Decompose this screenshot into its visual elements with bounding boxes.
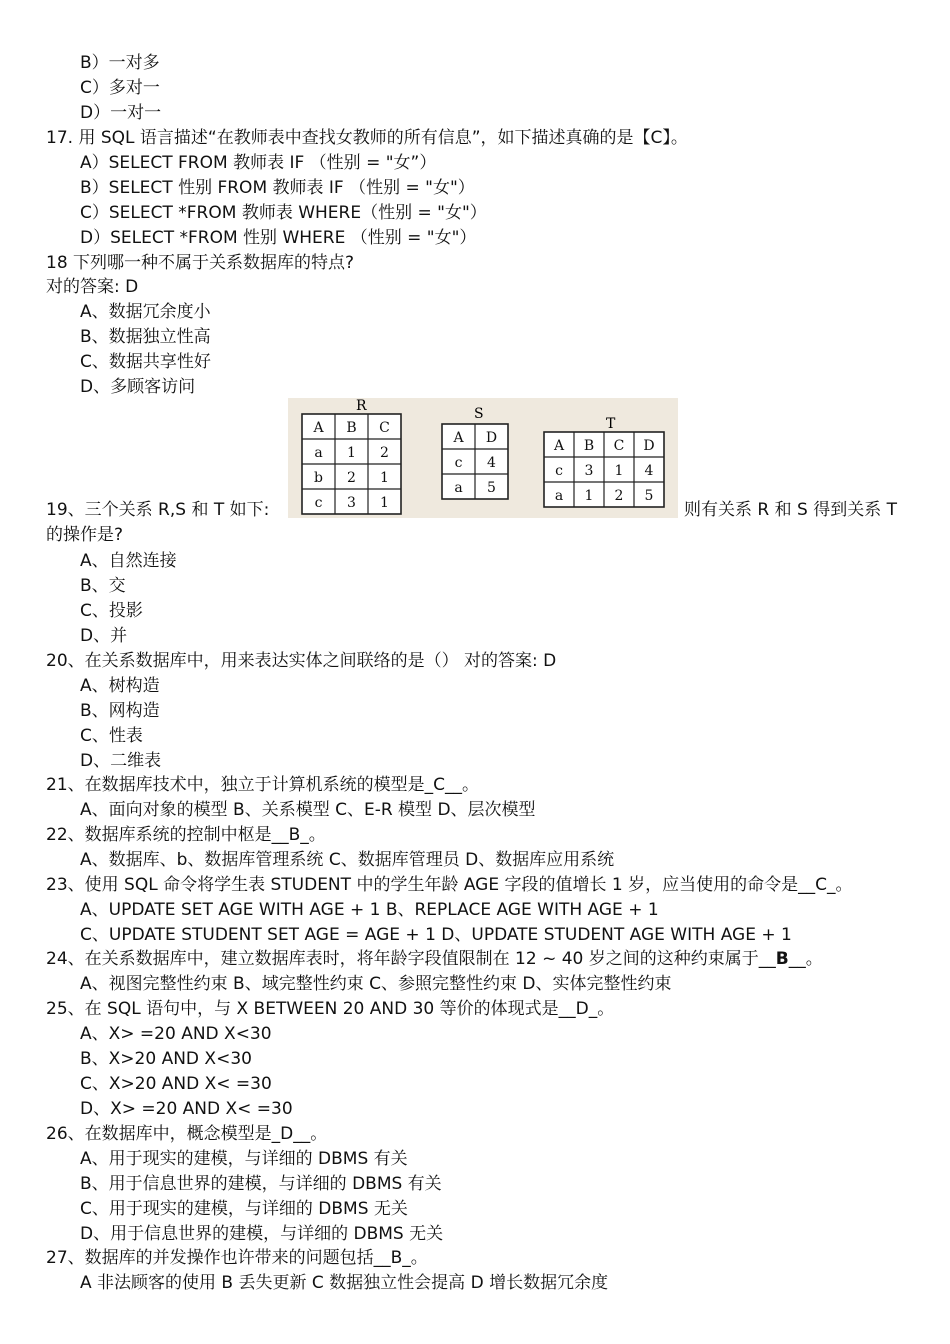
q19-text-after: 则有关系 R 和 S 得到关系 T [684, 500, 898, 520]
text-line: 23、使用 SQL 命令将学生表 STUDENT 中的学生年龄 AGE 字段的值增长 1 岁，应当使用的命令是__C_。 [46, 875, 853, 895]
table-t-name: T [606, 416, 616, 432]
table-cell: 2 [380, 445, 389, 461]
text-line: D、用于信息世界的建模，与详细的 DBMS 无关 [80, 1224, 444, 1244]
text-line: D、X> =20 AND X< =30 [80, 1099, 293, 1119]
table-header-cell: D [643, 438, 655, 454]
text-line: A、自然连接 [80, 551, 177, 571]
text-line: A、数据冗余度小 [80, 302, 211, 322]
table-t [544, 432, 664, 507]
table-cell: 2 [347, 470, 356, 486]
table-r [302, 414, 401, 514]
table-header-cell: B [346, 420, 357, 436]
table-cell: 2 [614, 488, 624, 504]
table-header-cell: D [485, 430, 498, 446]
table-cell: a [454, 480, 463, 496]
q24-suffix: __。 [788, 949, 823, 969]
text-line: 26、在数据库中，概念模型是_D__。 [46, 1124, 328, 1144]
table-header-cell: C [613, 438, 625, 454]
text-line: D、二维表 [80, 751, 162, 771]
text-line: B）一对多 [80, 53, 160, 73]
text-line: A 非法顾客的使用 B 丢失更新 C 数据独立性会提高 D 增长数据冗余度 [80, 1273, 609, 1293]
table-cell: 1 [380, 470, 389, 486]
table-cell: c [555, 463, 563, 479]
q24-answer: B [775, 949, 789, 969]
text-line: B、用于信息世界的建模，与详细的 DBMS 有关 [80, 1174, 442, 1194]
text-line: C、UPDATE STUDENT SET AGE = AGE + 1 D、UPDATE STUDENT AGE WITH AGE + 1 [80, 925, 792, 945]
q24-prefix: 24、在关系数据库中，建立数据库表时，将年龄字段值限制在 12 ~ 40 岁之间的这种约束属于__ [46, 949, 776, 969]
table-cell: 1 [380, 495, 389, 511]
text-line: 对的答案: D [46, 277, 139, 297]
question-24 [46, 947, 823, 971]
table-header-cell: A [553, 438, 565, 454]
table-cell: c [314, 495, 323, 511]
text-line: C、用于现实的建模，与详细的 DBMS 无关 [80, 1199, 408, 1219]
text-line: 22、数据库系统的控制中枢是__B_。 [46, 825, 326, 845]
text-line: C）SELECT *FROM 教师表 WHERE（性别 = "女"） [80, 203, 487, 223]
text-line: A、数据库、b、数据库管理系统 C、数据库管理员 D、数据库应用系统 [80, 850, 615, 870]
text-line: 25、在 SQL 语句中，与 X BETWEEN 20 AND 30 等价的体现式是__D_。 [46, 999, 615, 1019]
table-r-name: R [356, 398, 367, 414]
table-header-cell: C [379, 420, 390, 436]
text-line: 21、在数据库技术中，独立于计算机系统的模型是_C__。 [46, 775, 480, 795]
table-cell: 1 [347, 445, 356, 461]
text-line: D）一对一 [80, 103, 162, 123]
text-line: C、性表 [80, 726, 143, 746]
table-cell: 1 [614, 463, 624, 479]
text-line: B、数据独立性高 [80, 327, 211, 347]
text-line: A、视图完整性约束 B、域完整性约束 C、参照完整性约束 D、实体完整性约束 [80, 974, 672, 994]
text-line: A、面向对象的模型 B、关系模型 C、E-R 模型 D、层次模型 [80, 800, 536, 820]
table-cell: 3 [347, 495, 356, 511]
table-cell: a [314, 445, 323, 461]
text-line: B、网构造 [80, 701, 160, 721]
text-line: C）多对一 [80, 78, 160, 98]
table-cell: b [314, 470, 323, 486]
text-line: D、并 [80, 626, 128, 646]
table-header-cell: B [583, 438, 595, 454]
table-header-cell: A [453, 430, 464, 446]
table-s [442, 424, 508, 499]
relations-figure [288, 398, 678, 518]
text-line: B）SELECT 性别 FROM 教师表 IF （性别 = "女"） [80, 178, 475, 198]
table-cell: a [554, 488, 564, 504]
table-s-name: S [474, 406, 484, 422]
text-line: A、树构造 [80, 676, 160, 696]
text-line: A）SELECT FROM 教师表 IF （性别 = "女”） [80, 153, 437, 173]
text-line: B、交 [80, 576, 126, 596]
text-line: A、用于现实的建模，与详细的 DBMS 有关 [80, 1149, 408, 1169]
table-cell: 4 [487, 455, 496, 471]
relations-figure-svg [288, 398, 678, 518]
text-line: 18 下列哪一种不属于关系数据库的特点? [46, 253, 355, 273]
table-cell: 4 [644, 463, 654, 479]
text-line: A、UPDATE SET AGE WITH AGE + 1 B、REPLACE AGE WITH AGE + 1 [80, 900, 659, 920]
text-line: C、数据共享性好 [80, 352, 211, 372]
table-cell: 5 [487, 480, 496, 496]
text-line: D、多顾客访问 [80, 377, 196, 397]
text-line: 27、数据库的并发操作也许带来的问题包括__B_。 [46, 1248, 428, 1268]
table-cell: c [454, 455, 463, 471]
q19-text-before: 19、三个关系 R,S 和 T 如下: [46, 500, 270, 520]
text-line: C、投影 [80, 601, 143, 621]
table-cell: 3 [584, 463, 594, 479]
text-line: A、X> =20 AND X<30 [80, 1024, 272, 1044]
text-line: B、X>20 AND X<30 [80, 1049, 252, 1069]
text-line: C、X>20 AND X< =30 [80, 1074, 272, 1094]
text-line: 17. 用 SQL 语言描述“在教师表中查找女教师的所有信息”，如下描述真确的是【C】。 [46, 128, 688, 148]
table-cell: 1 [584, 488, 594, 504]
table-header-cell: A [313, 420, 324, 436]
text-line: 的操作是? [46, 525, 124, 545]
text-line: 20、在关系数据库中，用来表达实体之间联络的是（） 对的答案: D [46, 651, 557, 671]
table-cell: 5 [644, 488, 654, 504]
text-line: D）SELECT *FROM 性别 WHERE （性别 = "女"） [80, 228, 477, 248]
